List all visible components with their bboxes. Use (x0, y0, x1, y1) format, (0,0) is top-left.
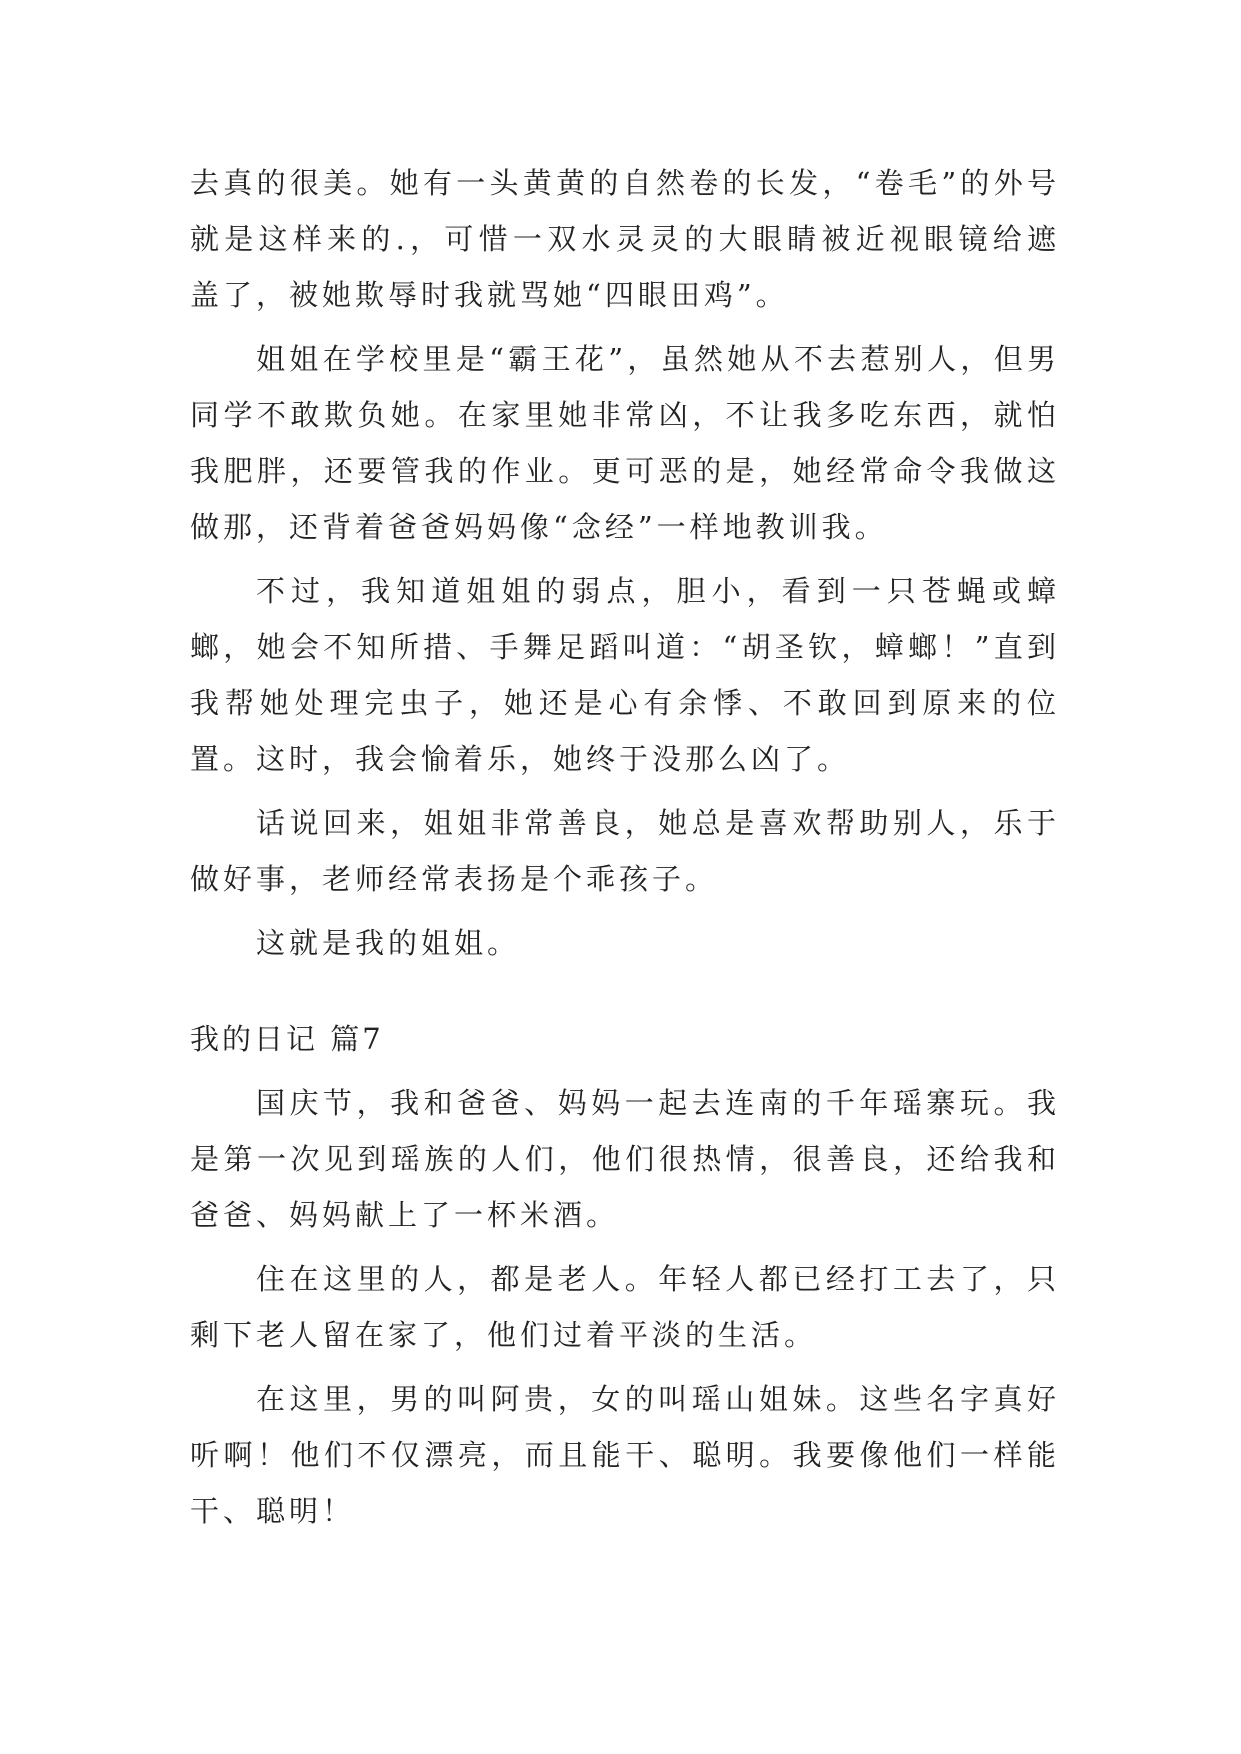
paragraph: 话说回来，姐姐非常善良，她总是喜欢帮助别人，乐于做好事，老师经常表扬是个乖孩子。 (190, 806, 1060, 896)
paragraph: 住在这里的人，都是老人。年轻人都已经打工去了，只剩下老人留在家了，他们过着平淡的生活。 (190, 1262, 1060, 1352)
paragraph: 在这里，男的叫阿贵，女的叫瑶山姐妹。这些名字真好听啊！他们不仅漂亮，而且能干、聪明。我要像他们一样能干、聪明！ (190, 1382, 1060, 1528)
section-heading: 我的日记 篇7 (190, 1022, 384, 1056)
paragraph: 国庆节，我和爸爸、妈妈一起去连南的千年瑶寨玩。我是第一次见到瑶族的人们，他们很热情，很善良，还给我和爸爸、妈妈献上了一杯米酒。 (190, 1086, 1060, 1232)
paragraph-continued: 去真的很美。她有一头黄黄的自然卷的长发，“卷毛”的外号就是这样来的.，可惜一双水灵灵的大眼睛被近视眼镜给遮盖了，被她欺辱时我就骂她“四眼田鸡”。 (190, 166, 1060, 312)
paragraph: 这就是我的姐姐。 (256, 926, 521, 960)
document-body (190, 155, 1060, 1547)
paragraph: 姐姐在学校里是“霸王花”，虽然她从不去惹别人，但男同学不敢欺负她。在家里她非常凶，不让我多吃东西，就怕我肥胖，还要管我的作业。更可恶的是，她经常命令我做这做那，还背着爸爸妈妈像“念经”一样地教训我。 (190, 342, 1060, 544)
paragraph: 不过，我知道姐姐的弱点，胆小，看到一只苍蝇或蟑螂，她会不知所措、手舞足蹈叫道：“胡圣钦，蟑螂！”直到我帮她处理完虫子，她还是心有余悸、不敢回到原来的位置。这时，我会愉着乐，她终于没那么凶了。 (190, 574, 1060, 776)
